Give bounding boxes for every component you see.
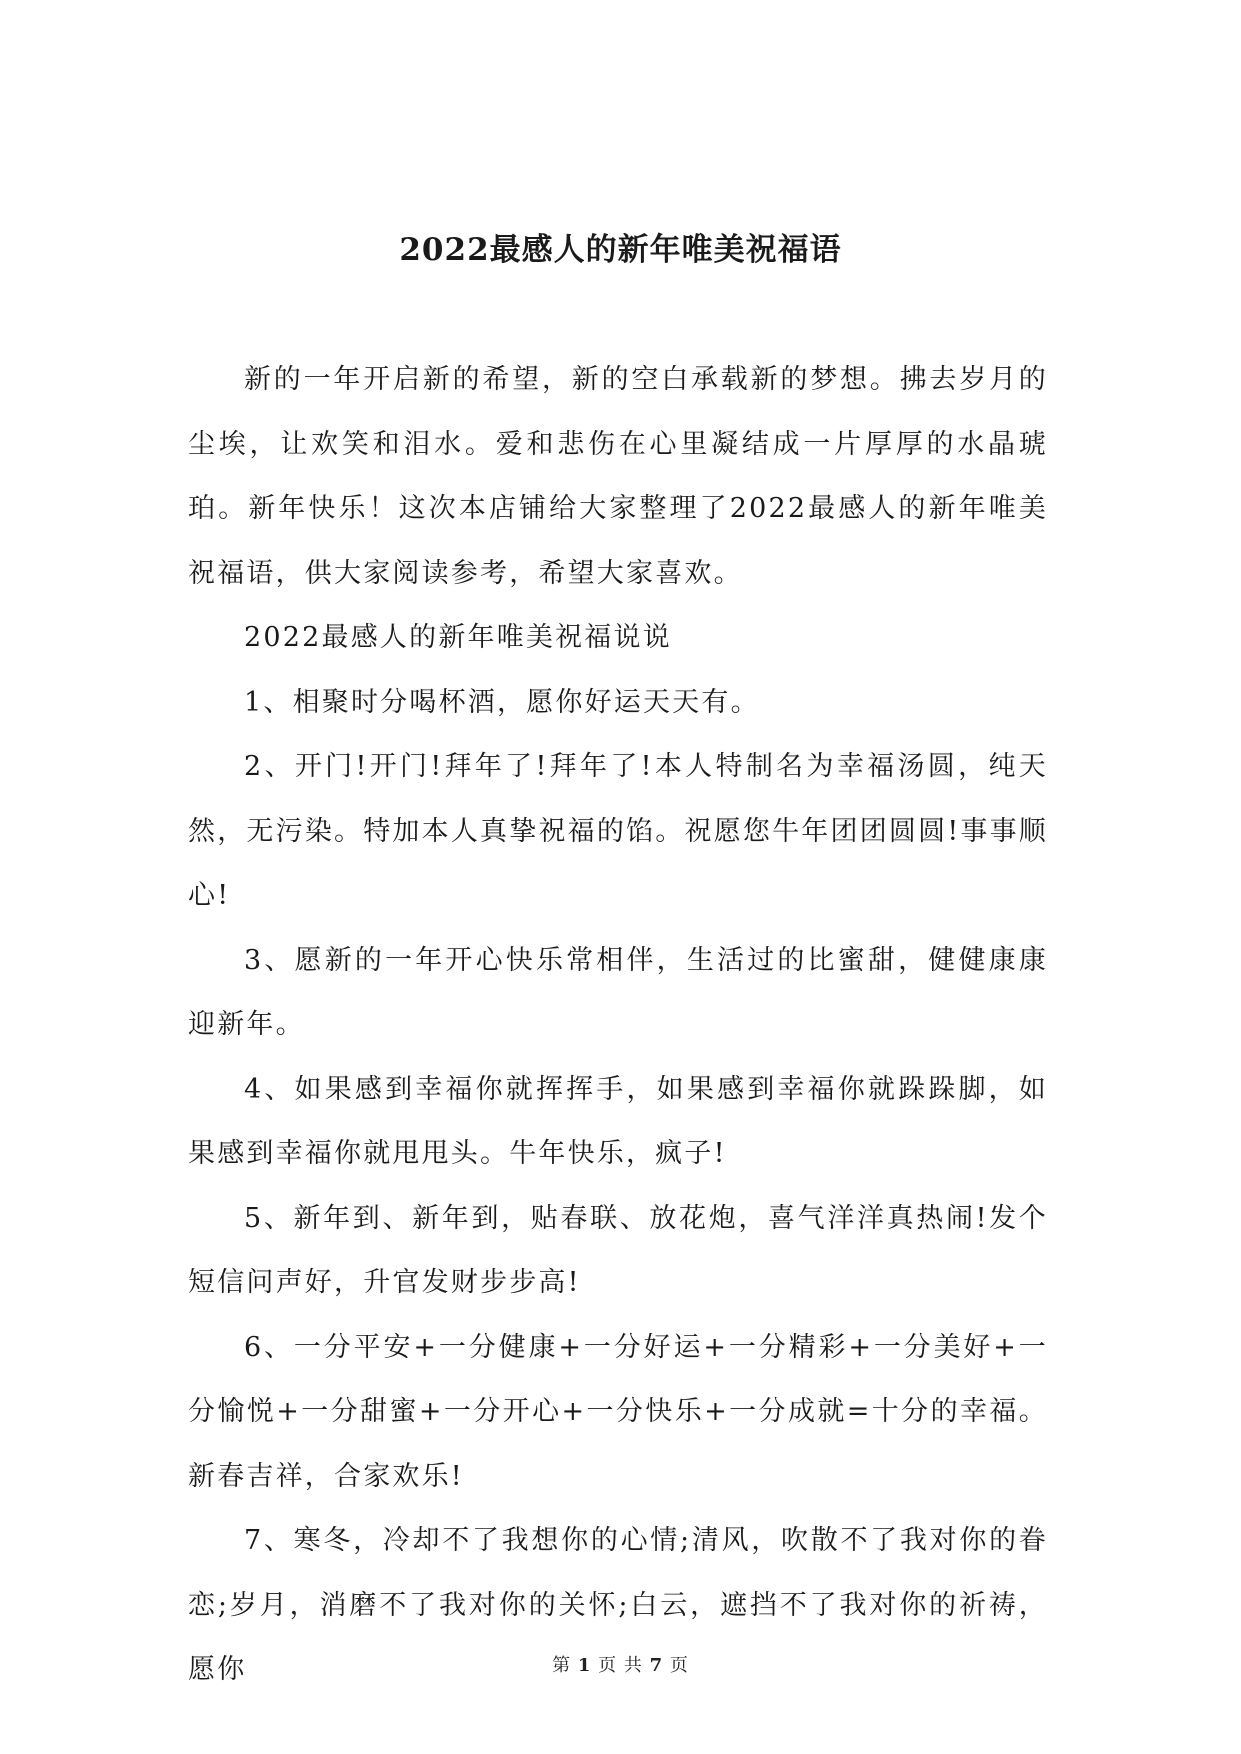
intro-paragraph: 新的一年开启新的希望，新的空白承载新的梦想。拂去岁月的尘埃，让欢笑和泪水。爱和悲伤在心里凝结成一片厚厚的水晶琥珀。新年快乐！这次本店铺给大家整理了2022最感人的新年唯美祝福语，供大家阅读参考，希望大家喜欢。 — [188, 364, 1048, 589]
page-footer — [0, 1651, 1241, 1677]
list-item: 4、如果感到幸福你就挥挥手，如果感到幸福你就跺跺脚，如果感到幸福你就甩甩头。牛年快乐，疯子! — [188, 1073, 1048, 1169]
total-page-count: 7 — [649, 1655, 664, 1676]
current-page-number: 1 — [577, 1655, 592, 1676]
list-item: 5、新年到、新年到，贴春联、放花炮，喜气洋洋真热闹!发个短信问声好，升官发财步步高! — [188, 1202, 1048, 1298]
list-item: 6、一分平安+一分健康+一分好运+一分精彩+一分美好+一分愉悦+一分甜蜜+一分开心+一分快乐+一分成就=十分的幸福。新春吉祥，合家欢乐! — [188, 1331, 1048, 1492]
document-title: 2022最感人的新年唯美祝福语 — [399, 232, 842, 268]
footer-suffix: 页 — [669, 1655, 689, 1676]
list-item: 1、相聚时分喝杯酒，愿你好运天天有。 — [244, 686, 760, 718]
footer-middle: 页 共 — [598, 1655, 643, 1676]
section-heading: 2022最感人的新年唯美祝福说说 — [244, 622, 672, 653]
footer-prefix: 第 — [552, 1655, 572, 1676]
document-body — [188, 348, 1048, 1703]
list-item: 7、寒冬，冷却不了我想你的心情;清风，吹散不了我对你的眷恋;岁月，消磨不了我对你的关怀;白云，遮挡不了我对你的祈祷，愿你 — [188, 1525, 1048, 1685]
list-item: 3、愿新的一年开心快乐常相伴，生活过的比蜜甜，健健康康迎新年。 — [188, 944, 1048, 1040]
list-item: 2、开门!开门!拜年了!拜年了!本人特制名为幸福汤圆，纯天然，无污染。特加本人真挚祝福的馅。祝愿您牛年团团圆圆!事事顺心! — [188, 751, 1048, 911]
